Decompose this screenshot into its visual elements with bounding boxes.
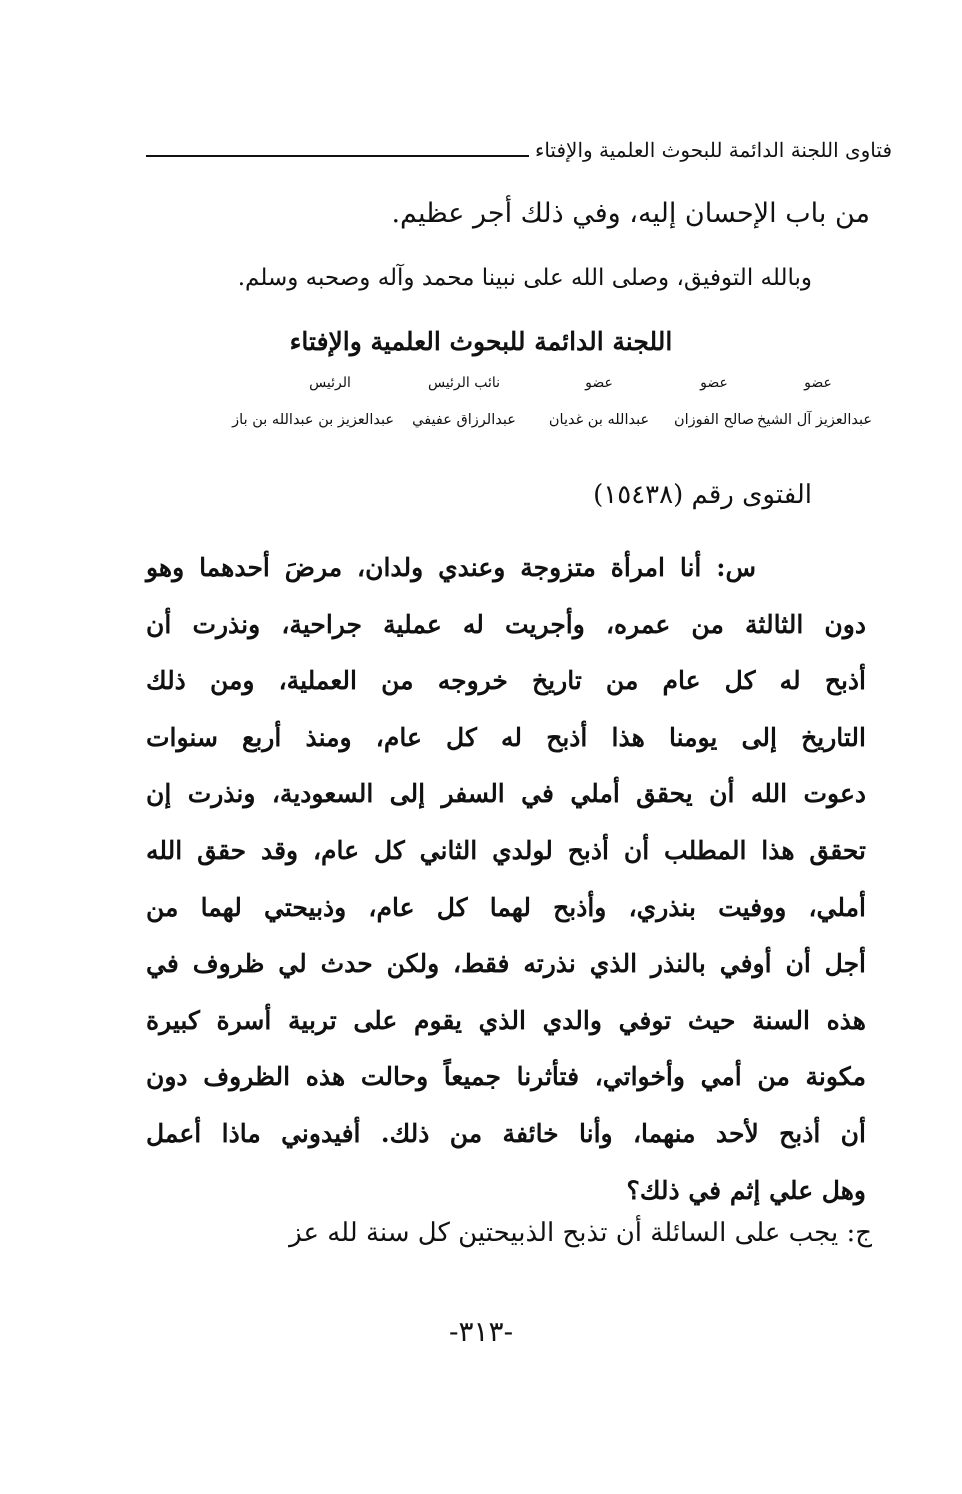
member-name: عبدالعزيز بن عبدالله بن باز <box>232 412 394 428</box>
answer-line: ج: يجب على السائلة أن تذبح الذبيحتين كل سنة لله عز <box>289 1218 872 1248</box>
question-line: دون الثالثة من عمره، وأجريت له عملية جراحية، ونذرت أن <box>146 609 866 639</box>
running-header <box>146 130 892 170</box>
question-line: تحقق هذا المطلب أن أذبح لولدي الثاني كل عام، وقد حقق الله <box>146 835 866 865</box>
member-name: عبدالرزاق عفيفي <box>412 412 516 428</box>
member-role: عضو <box>585 375 613 391</box>
member-name: عبدالعزيز آل الشيخ <box>756 412 872 428</box>
running-title: فتاوى اللجنة الدائمة للبحوث العلمية والإفتاء <box>534 138 892 162</box>
question-line: أذبح له كل عام من تاريخ خروجه من العملية، ومن ذلك <box>146 666 866 696</box>
continuation-line: من باب الإحسان إليه، وفي ذلك أجر عظيم. <box>391 198 870 229</box>
member-role: الرئيس <box>309 375 351 391</box>
signatory-roles <box>160 375 872 391</box>
fatwa-number: الفتوى رقم (١٥٤٣٨) <box>593 480 812 510</box>
question-line: س: أنا امرأة متزوجة وعندي ولدان، مرضَ أحدهما وهو <box>146 553 756 582</box>
header-rule <box>146 155 529 157</box>
question-line: وهل علي إثم في ذلك؟ <box>626 1175 866 1205</box>
member-role: عضو <box>700 375 728 391</box>
member-name: صالح الفوزان <box>673 412 755 428</box>
question-line: التاريخ إلى يومنا هذا أذبح له كل عام، ومنذ أربع سنوات <box>146 722 866 752</box>
member-role: عضو <box>804 375 832 391</box>
member-name: عبدالله بن غديان <box>548 412 650 428</box>
question-line: دعوت الله أن يحقق أملي في السفر إلى السعودية، ونذرت إن <box>146 779 866 809</box>
signatory-names <box>160 412 872 428</box>
member-role: نائب الرئيس <box>427 375 501 391</box>
committee-name: اللجنة الدائمة للبحوث العلمية والإفتاء <box>289 327 673 356</box>
question-line: أجل أن أوفي بالنذر الذي نذرته فقط، ولكن حدث لي ظروف في <box>146 949 866 979</box>
closing-line: وبالله التوفيق، وصلى الله على نبينا محمد وآله وصحبه وسلم. <box>237 265 812 291</box>
question-line: مكونة من أمي وأخواتي، فتأثرنا جميعاً وحالت هذه الظروف دون <box>146 1062 866 1092</box>
question-text <box>146 540 866 1219</box>
question-line: أن أذبح لأحد منهما، وأنا خائفة من ذلك. أفيدوني ماذا أعمل <box>146 1118 866 1148</box>
question-line: أملي، ووفيت بنذري، وأذبح لهما كل عام، وذبيحتي لهما من <box>146 892 866 922</box>
page-number: -٣١٣- <box>448 1315 514 1348</box>
question-line: هذه السنة حيث توفي والدي الذي يقوم على تربية أسرة كبيرة <box>146 1005 866 1035</box>
